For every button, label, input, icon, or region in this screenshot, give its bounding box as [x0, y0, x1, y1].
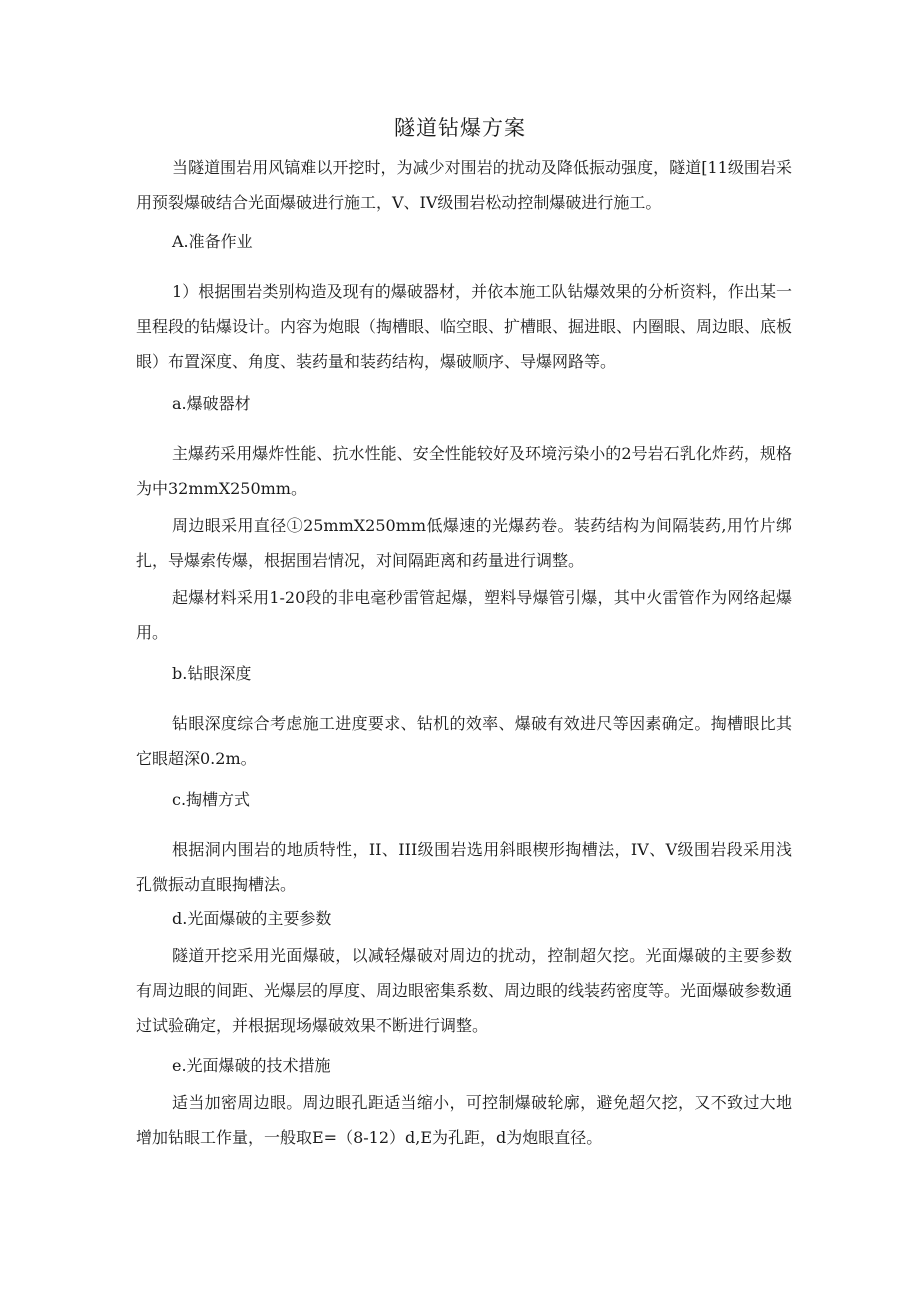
sub-c-heading: c.掏槽方式	[172, 790, 251, 809]
sub-a-paragraph-3: 起爆材料采用1-20段的非电毫秒雷管起爆，塑料导爆管引爆，其中火雷管作为网络起爆用。	[136, 588, 792, 642]
intro-paragraph: 当隧道围岩用风镐难以开挖时，为减少对围岩的扰动及降低振动强度，隧道[11级围岩采用预裂爆破结合光面爆破进行施工，V、IV级围岩松动控制爆破进行施工。	[136, 158, 792, 212]
sub-c-paragraph: 根据洞内围岩的地质特性，II、III级围岩选用斜眼楔形掏槽法，IV、V级围岩段采用浅孔微振动直眼掏槽法。	[136, 840, 792, 894]
sub-e-heading: e.光面爆破的技术措施	[172, 1056, 331, 1075]
sub-d-heading: d.光面爆破的主要参数	[172, 909, 332, 928]
sub-a-heading: a.爆破器材	[172, 394, 251, 413]
sub-e-paragraph: 适当加密周边眼。周边眼孔距适当缩小，可控制爆破轮廓，避免超欠挖，又不致过大地增加钻眼工作量，一般取E=（8-12）d,E为孔距，d为炮眼直径。	[136, 1093, 792, 1147]
sub-d-paragraph: 隧道开挖采用光面爆破，以减轻爆破对周边的扰动，控制超欠挖。光面爆破的主要参数有周边眼的间距、光爆层的厚度、周边眼密集系数、周边眼的线装药密度等。光面爆破参数通过试验确定，并根据现场爆破效果不断进行调整。	[136, 946, 793, 1035]
document-title: 隧道钻爆方案	[394, 116, 526, 140]
section-a-heading: A.准备作业	[172, 232, 253, 251]
sub-b-paragraph: 钻眼深度综合考虑施工进度要求、钻机的效率、爆破有效进尺等因素确定。掏槽眼比其它眼超深0.2m。	[136, 714, 792, 768]
sub-b-heading: b.钻眼深度	[172, 664, 252, 683]
section-a-paragraph: 1）根据围岩类别构造及现有的爆破器材，并依本施工队钻爆效果的分析资料，作出某一里程段的钻爆设计。内容为炮眼（掏槽眼、临空眼、扩槽眼、掘进眼、内圈眼、周边眼、底板眼）布置深度、角度、装药量和装药结构，爆破顺序、导爆网路等。	[136, 282, 793, 371]
sub-a-paragraph-2: 周边眼采用直径①25mmX250mm低爆速的光爆药卷。装药结构为间隔装药,用竹片绑扎，导爆索传爆，根据围岩情况，对间隔距离和药量进行调整。	[136, 516, 792, 570]
sub-a-paragraph-1: 主爆药采用爆炸性能、抗水性能、安全性能较好及环境污染小的2号岩石乳化炸药，规格为中32mmX250mm。	[136, 444, 792, 498]
